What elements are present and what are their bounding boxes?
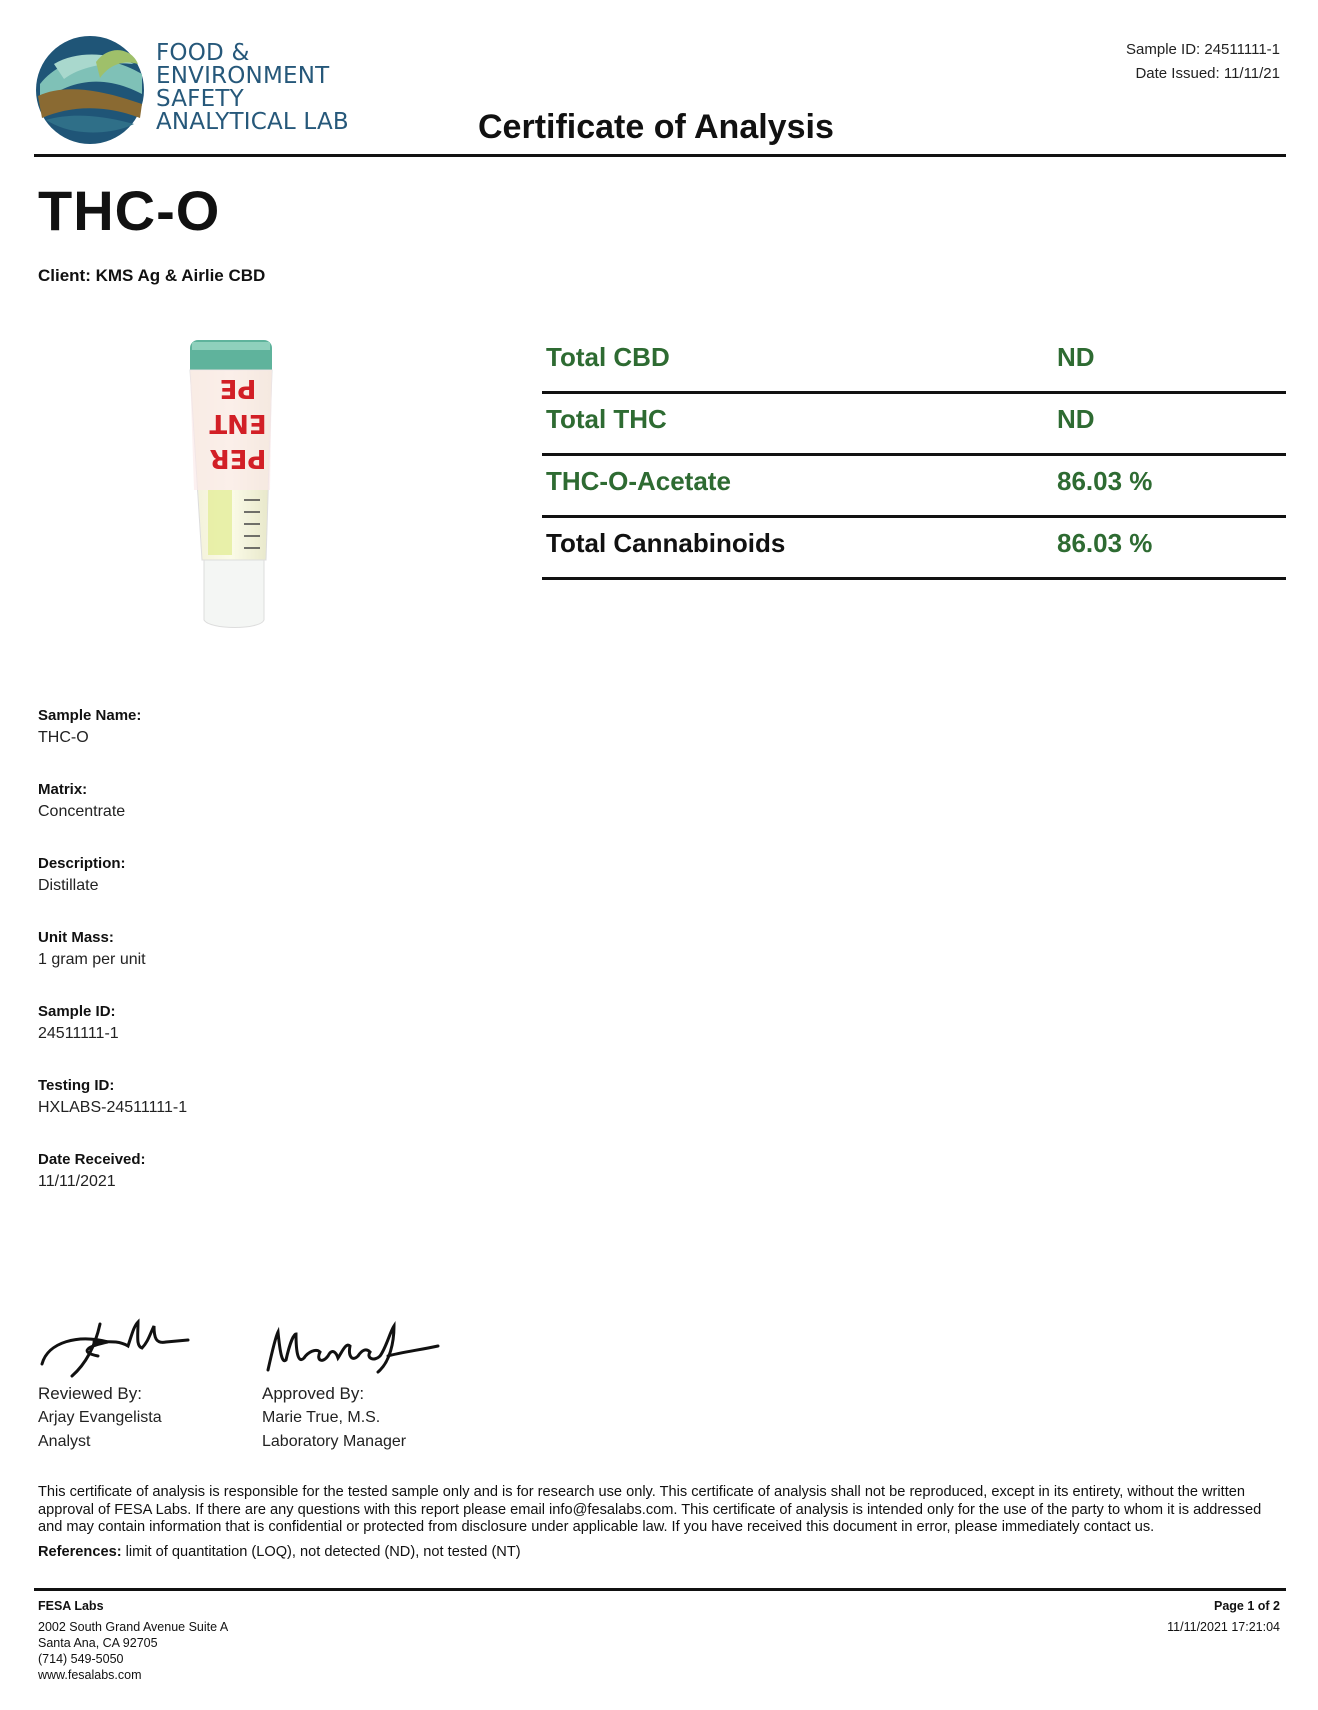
reviewer-role: Analyst <box>38 1433 91 1450</box>
footer-page-info <box>1167 1598 1280 1635</box>
info-value: 11/11/2021 <box>38 1173 116 1190</box>
logo-line: SAFETY <box>156 86 244 112</box>
page-title: Certificate of Analysis <box>478 108 834 146</box>
info-item <box>38 854 538 928</box>
client-name: Client: KMS Ag & Airlie CBD <box>38 266 266 285</box>
header-date-issued: Date Issued: 11/11/21 <box>1135 65 1280 82</box>
header-meta <box>1126 38 1280 86</box>
references <box>38 1544 521 1560</box>
result-value: 86.03 % <box>1057 528 1153 558</box>
info-item <box>38 780 538 854</box>
svg-text:PER: PER <box>209 443 267 473</box>
lab-logo-text <box>156 42 349 134</box>
result-value: 86.03 % <box>1057 466 1153 496</box>
reviewer-name: Arjay Evangelista <box>38 1409 162 1426</box>
result-name: Total Cannabinoids <box>546 528 786 558</box>
footer-lab-name: FESA Labs <box>38 1599 104 1613</box>
info-label: Date Received: <box>38 1151 146 1168</box>
footer-lab-info <box>38 1598 228 1683</box>
footer-address-line: Santa Ana, CA 92705 <box>38 1636 158 1650</box>
svg-text:PE: PE <box>219 373 257 403</box>
info-label: Sample Name: <box>38 707 142 724</box>
info-label: Unit Mass: <box>38 929 114 946</box>
approver-role: Laboratory Manager <box>262 1433 407 1450</box>
result-row <box>542 518 1286 580</box>
footer-address-line: 2002 South Grand Avenue Suite A <box>38 1620 229 1634</box>
info-item <box>38 1002 538 1076</box>
approver-signature-block <box>262 1312 472 1454</box>
info-item <box>38 928 538 1002</box>
info-value: 1 gram per unit <box>38 951 146 968</box>
logo-line: FOOD & <box>156 40 250 66</box>
result-row <box>542 394 1286 456</box>
page-number: Page 1 of 2 <box>1214 1599 1280 1613</box>
svg-text:ENT: ENT <box>209 408 267 438</box>
approver-name: Marie True, M.S. <box>262 1409 381 1426</box>
lab-logo-icon <box>34 34 146 146</box>
info-label: Matrix: <box>38 781 88 798</box>
result-name: Total CBD <box>546 342 670 372</box>
result-row <box>542 456 1286 518</box>
footer-website-link[interactable]: www.fesalabs.com <box>38 1668 142 1682</box>
approver-heading: Approved By: <box>262 1384 365 1403</box>
references-text: limit of quantitation (LOQ), not detected (ND), not tested (NT) <box>125 1544 521 1560</box>
approver-signature-icon <box>262 1312 442 1382</box>
references-label: References: <box>38 1544 122 1560</box>
info-value: THC-O <box>38 729 89 746</box>
footer-timestamp: 11/11/2021 17:21:04 <box>1167 1620 1280 1634</box>
lab-logo <box>34 34 354 152</box>
info-item <box>38 706 538 780</box>
sample-info <box>38 706 538 1224</box>
results-table <box>542 332 1286 580</box>
reviewer-heading: Reviewed By: <box>38 1384 142 1403</box>
info-value: Distillate <box>38 877 99 894</box>
reviewer-signature-block <box>38 1312 248 1454</box>
disclaimer-text: This certificate of analysis is responsible for the tested sample only and is for research use only. This certificate of analysis shall not be reproduced, except in its entirety, without the written approval of FESA Labs. If there are any questions with this report please email info@fesalabs.com. This certificate of analysis is intended only for the use of the party to whom it is addressed and may contain information that is confidential or protected from disclosure under applicable law. If you have received this document in error, please immediately contact us. <box>38 1484 1262 1535</box>
header-sample-id: Sample ID: 24511111-1 <box>1126 41 1280 58</box>
info-label: Testing ID: <box>38 1077 115 1094</box>
info-item <box>38 1150 538 1224</box>
info-label: Sample ID: <box>38 1003 116 1020</box>
footer-divider <box>34 1588 1286 1591</box>
logo-line: ENVIRONMENT <box>156 63 330 89</box>
product-tube-image <box>160 340 320 640</box>
info-value: HXLABS-24511111-1 <box>38 1099 188 1116</box>
result-value: ND <box>1057 342 1095 372</box>
header-divider <box>34 154 1286 157</box>
result-row <box>542 332 1286 394</box>
info-item <box>38 1076 538 1150</box>
info-value: Concentrate <box>38 803 126 820</box>
reviewer-signature-icon <box>38 1312 198 1382</box>
result-value: ND <box>1057 404 1095 434</box>
footer-phone: (714) 549-5050 <box>38 1652 124 1666</box>
product-name: THC-O <box>38 179 221 242</box>
logo-line: ANALYTICAL LAB <box>156 109 349 135</box>
info-value: 24511111-1 <box>38 1025 119 1042</box>
info-label: Description: <box>38 855 126 872</box>
result-name: Total THC <box>546 404 667 434</box>
result-name: THC-O-Acetate <box>546 466 731 496</box>
